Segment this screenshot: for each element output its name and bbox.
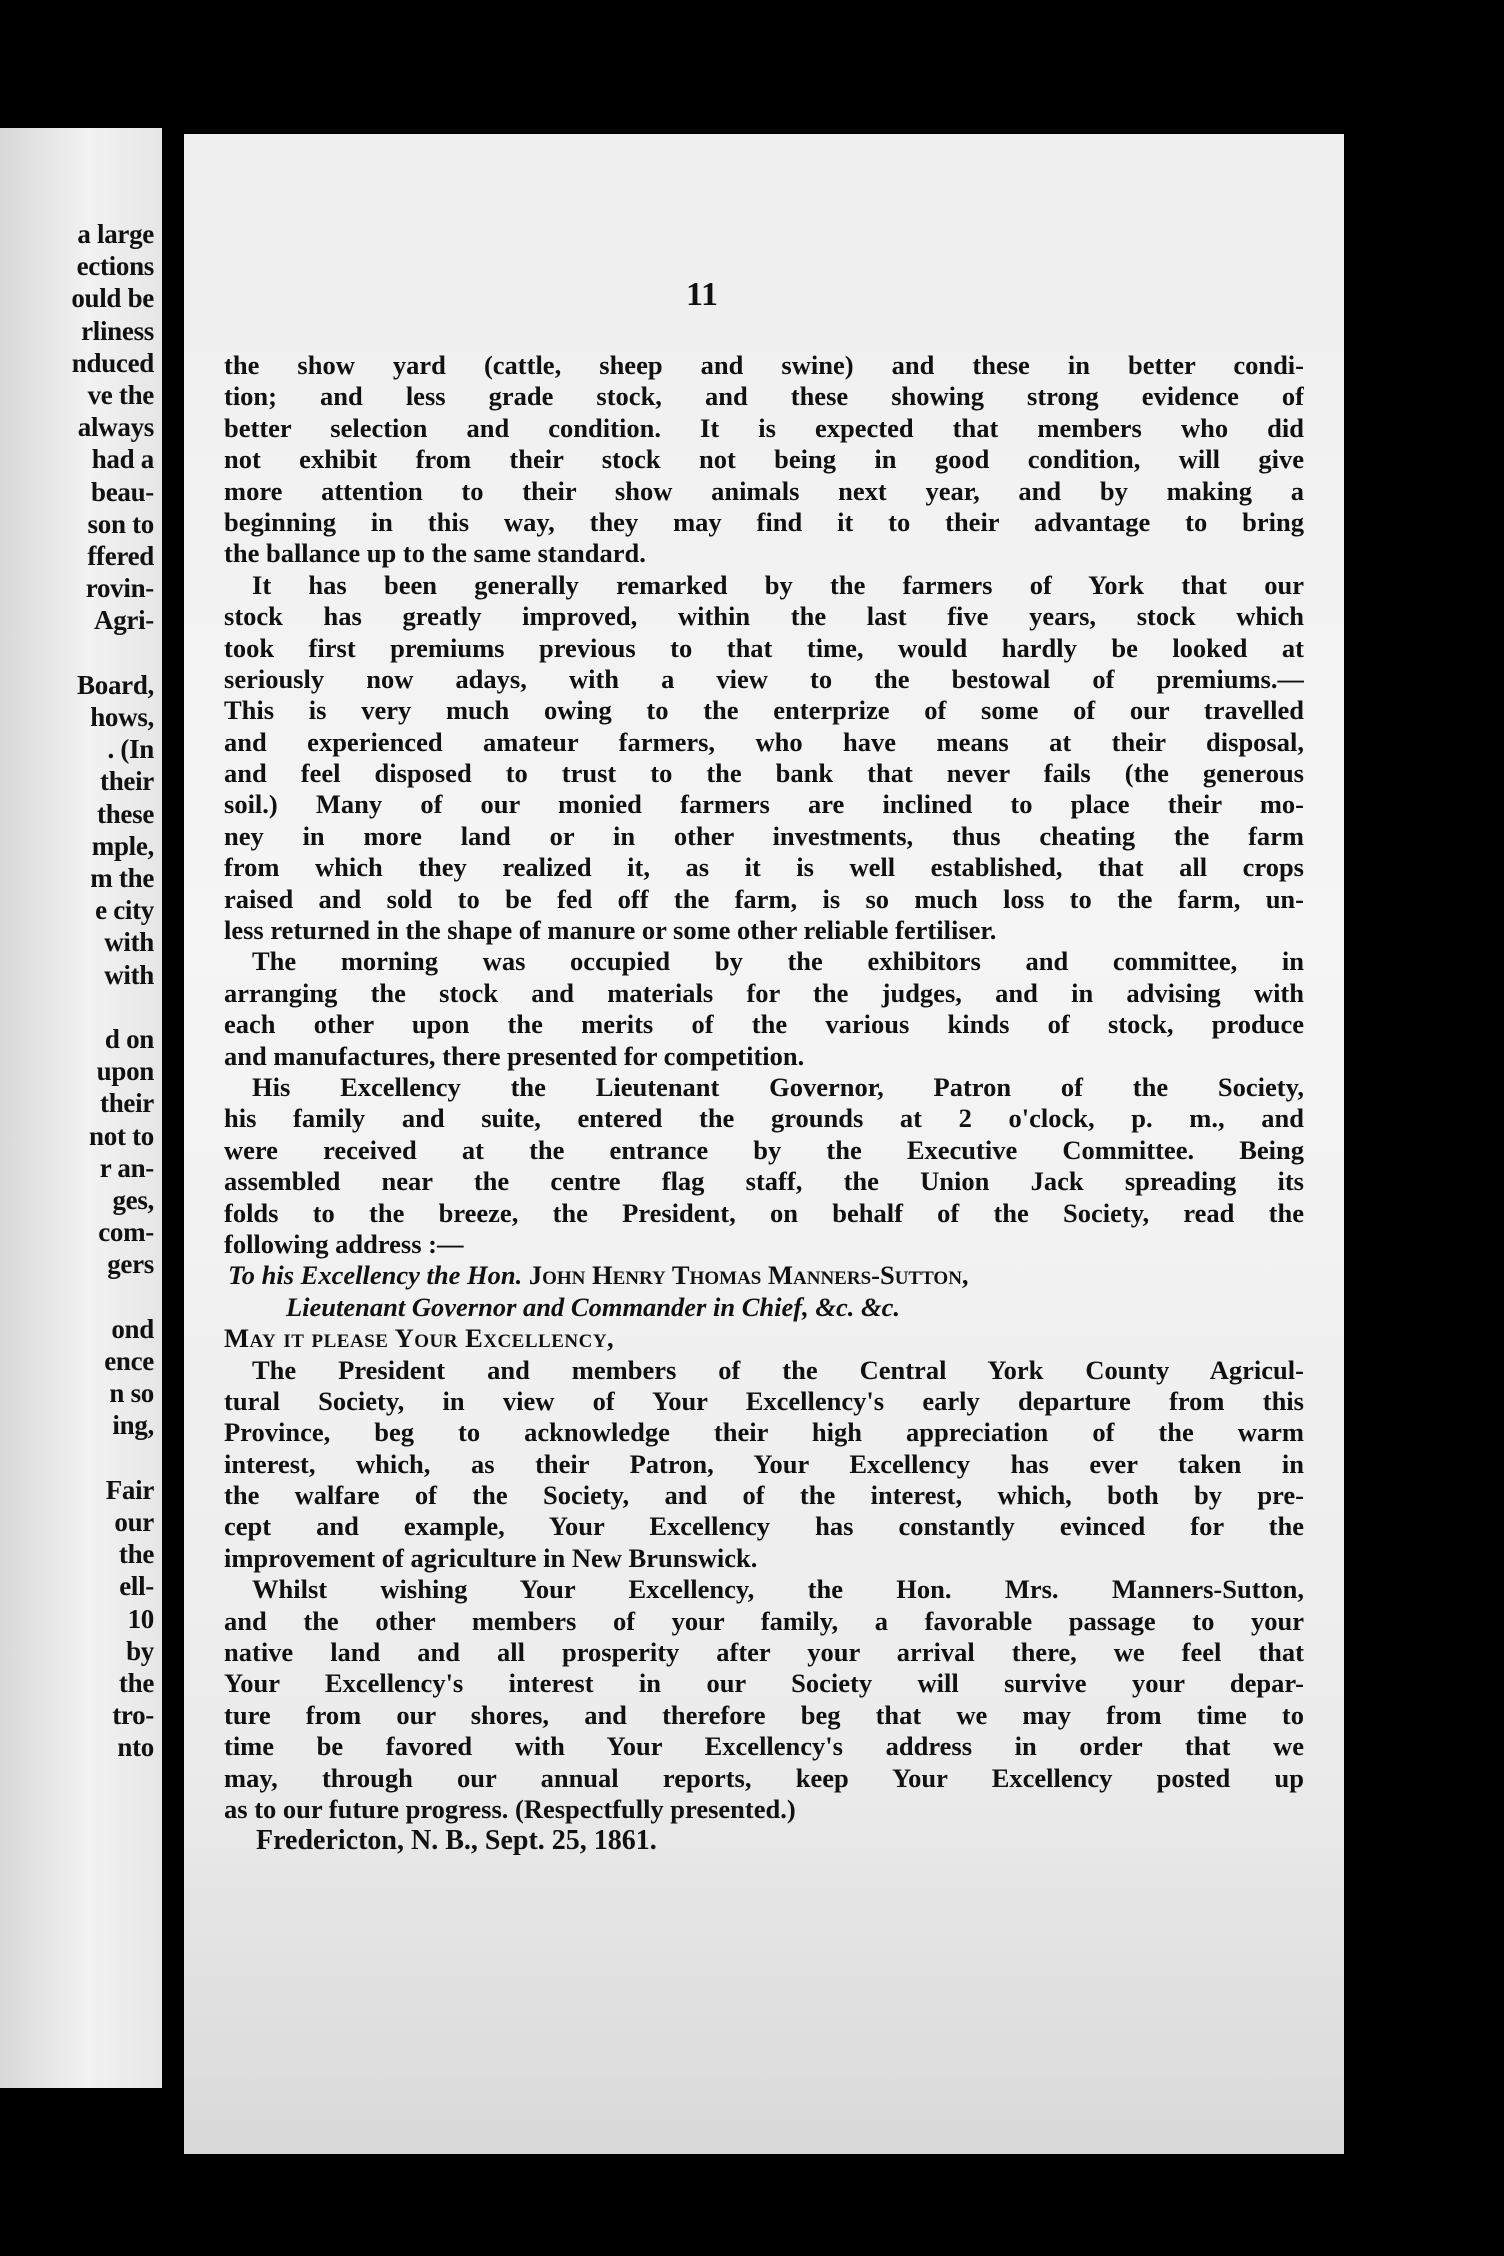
text-line: It has been generally remarked by the farmers of York that our [252, 569, 1304, 600]
left-page-line-fragment: nduced [71, 347, 154, 378]
left-page-line-fragment: ve the [87, 380, 154, 410]
text-line: following address :— [224, 1228, 464, 1259]
text-line: and experienced amateur farmers, who have means at their disposal, [224, 726, 1304, 757]
left-page-line-fragment: ould be [71, 283, 154, 314]
left-page-line-fragment: d on [104, 1024, 154, 1054]
text-line: soil.) Many of our monied farmers are inclined to place their mo- [224, 789, 1304, 820]
page-body [224, 350, 1304, 1857]
left-page-line-fragment: our [114, 1507, 154, 1537]
text-line: Your Excellency's interest in our Society will survive your depar- [224, 1668, 1304, 1699]
left-page-line-fragment: . (In [107, 734, 154, 765]
left-page-line-fragment: beau- [90, 476, 154, 507]
text-line: improvement of agriculture in New Brunswick. [224, 1542, 758, 1573]
left-page-line-fragment: rliness [81, 315, 154, 346]
text-line: may, through our annual reports, keep Your Excellency posted up [224, 1762, 1304, 1793]
left-page-line-fragment: the [118, 1668, 154, 1698]
left-page-line-fragment: by [126, 1635, 154, 1666]
text-line: and manufactures, there presented for competition. [224, 1040, 805, 1071]
text-line: The President and members of the Central York County Agricul- [252, 1354, 1304, 1385]
text-line: not exhibit from their stock not being in good condition, will give [224, 444, 1304, 475]
left-page-line-fragment: their [100, 1088, 154, 1119]
left-page-line-fragment: upon [96, 1056, 154, 1087]
text-line: interest, which, as their Patron, Your Excellency has ever taken in [224, 1448, 1304, 1479]
address-recipient-prefix: To his Excellency the Hon. [228, 1260, 529, 1291]
address-recipient [224, 1260, 1304, 1291]
text-line: tion; and less grade stock, and these showing strong evidence of [224, 381, 1304, 412]
left-page-line-fragment: a large [77, 219, 154, 249]
text-line: were received at the entrance by the Executive Committee. Being [224, 1134, 1304, 1165]
text-line: The morning was occupied by the exhibitors and committee, in [252, 946, 1304, 977]
left-page-line-fragment: their [100, 766, 154, 797]
left-page-line-fragment: 10 [127, 1603, 154, 1634]
left-page-line-fragment: not to [89, 1120, 154, 1151]
left-page-line-fragment: Board, [77, 669, 154, 700]
left-page-line-fragment: n so [109, 1378, 154, 1409]
text-line: and feel disposed to trust to the bank that never fails (the generous [224, 758, 1304, 789]
left-page-line-fragment: rovin- [85, 573, 154, 604]
left-page-line-fragment: these [97, 798, 154, 829]
left-page-line-fragment: Agri- [94, 605, 154, 636]
text-line: as to our future progress. (Respectfully presented.) [224, 1793, 796, 1824]
text-line: the ballance up to the same standard. [224, 538, 646, 569]
document-page [184, 134, 1344, 2154]
left-page-line-fragment: the [118, 1539, 154, 1570]
text-line: seriously now adays, with a view to the bestowal of premiums.— [224, 663, 1304, 694]
left-page-line-fragment: gers [107, 1249, 154, 1280]
left-page-line-fragment: son to [87, 508, 154, 539]
left-page-line-fragment: r an- [99, 1152, 154, 1183]
left-page-line-fragment: Fair [105, 1474, 154, 1505]
text-line: better selection and condition. It is expected that members who did [224, 412, 1304, 443]
text-line: from which they realized it, as it is well established, that all crops [224, 852, 1304, 883]
text-line: tural Society, in view of Your Excellency's early departure from this [224, 1385, 1304, 1416]
left-page-line-fragment: ell- [119, 1571, 154, 1602]
book-gutter [162, 128, 184, 2088]
address-salutation: May it please Your Excellency, [224, 1323, 615, 1354]
left-page-line-fragment: had a [91, 444, 154, 475]
text-line: took first premiums previous to that time, would hardly be looked at [224, 632, 1304, 663]
left-page-line-fragment: com- [98, 1217, 154, 1248]
page-number: 11 [685, 276, 719, 313]
text-line: folds to the breeze, the President, on behalf of the Society, read the [224, 1197, 1304, 1228]
left-page-line-fragment: ections [76, 251, 154, 282]
left-page-line-fragment: ges, [112, 1185, 154, 1215]
address-recipient-name: John Henry Thomas Manners-Sutton, [528, 1260, 969, 1291]
text-line: raised and sold to be fed off the farm, is so much loss to the farm, un- [224, 883, 1304, 914]
left-page-line-fragment: ence [104, 1346, 154, 1376]
left-page-line-fragment: ffered [87, 541, 154, 571]
signoff-date-line: Fredericton, N. B., Sept. 25, 1861. [256, 1825, 657, 1857]
left-page-line-fragment: with [104, 959, 154, 990]
left-page-line-fragment: ing, [112, 1410, 154, 1441]
left-page-line-fragment: m the [90, 863, 154, 893]
text-line: ture from our shores, and therefore beg that we may from time to [224, 1699, 1304, 1730]
text-line: less returned in the shape of manure or some other reliable fertiliser. [224, 915, 997, 946]
left-page-line-fragment: nto [117, 1732, 154, 1763]
left-page-line-fragment: hows, [90, 702, 154, 732]
left-page-line-fragment: always [77, 412, 154, 443]
text-line: assembled near the centre flag staff, the Union Jack spreading its [224, 1166, 1304, 1197]
text-line: ney in more land or in other investments, thus cheating the farm [224, 820, 1304, 851]
text-line: and the other members of your family, a favorable passage to your [224, 1605, 1304, 1636]
text-line: his family and suite, entered the grounds at 2 o'clock, p. m., and [224, 1103, 1304, 1134]
left-page-line-fragment: mple, [91, 830, 154, 861]
address-title-line: Lieutenant Governor and Commander in Chief, &c. &c. [286, 1291, 900, 1322]
text-line: Whilst wishing Your Excellency, the Hon. Mrs. Manners-Sutton, [252, 1574, 1304, 1605]
text-line: more attention to their show animals next year, and by making a [224, 475, 1304, 506]
previous-page-strip [0, 128, 162, 2088]
text-line: stock has greatly improved, within the last five years, stock which [224, 601, 1304, 632]
text-line: each other upon the merits of the various kinds of stock, produce [224, 1009, 1304, 1040]
left-page-line-fragment: ond [111, 1313, 154, 1344]
text-line: the walfare of the Society, and of the interest, which, both by pre- [224, 1480, 1304, 1511]
text-line: cept and example, Your Excellency has constantly evinced for the [224, 1511, 1304, 1542]
text-line: the show yard (cattle, sheep and swine) and these in better condi- [224, 350, 1304, 380]
text-line: This is very much owing to the enterprize of some of our travelled [224, 695, 1304, 726]
text-line: beginning in this way, they may find it to their advantage to bring [224, 506, 1304, 537]
text-line: arranging the stock and materials for the judges, and in advising with [224, 977, 1304, 1008]
text-line: His Excellency the Lieutenant Governor, Patron of the Society, [252, 1071, 1304, 1102]
text-line: Province, beg to acknowledge their high appreciation of the warm [224, 1417, 1304, 1448]
left-page-line-fragment: e city [95, 895, 154, 926]
left-page-line-fragment: tro- [112, 1700, 154, 1731]
text-line: time be favored with Your Excellency's address in order that we [224, 1731, 1304, 1762]
left-page-line-fragment: with [104, 927, 154, 958]
text-line: native land and all prosperity after your arrival there, we feel that [224, 1637, 1304, 1668]
